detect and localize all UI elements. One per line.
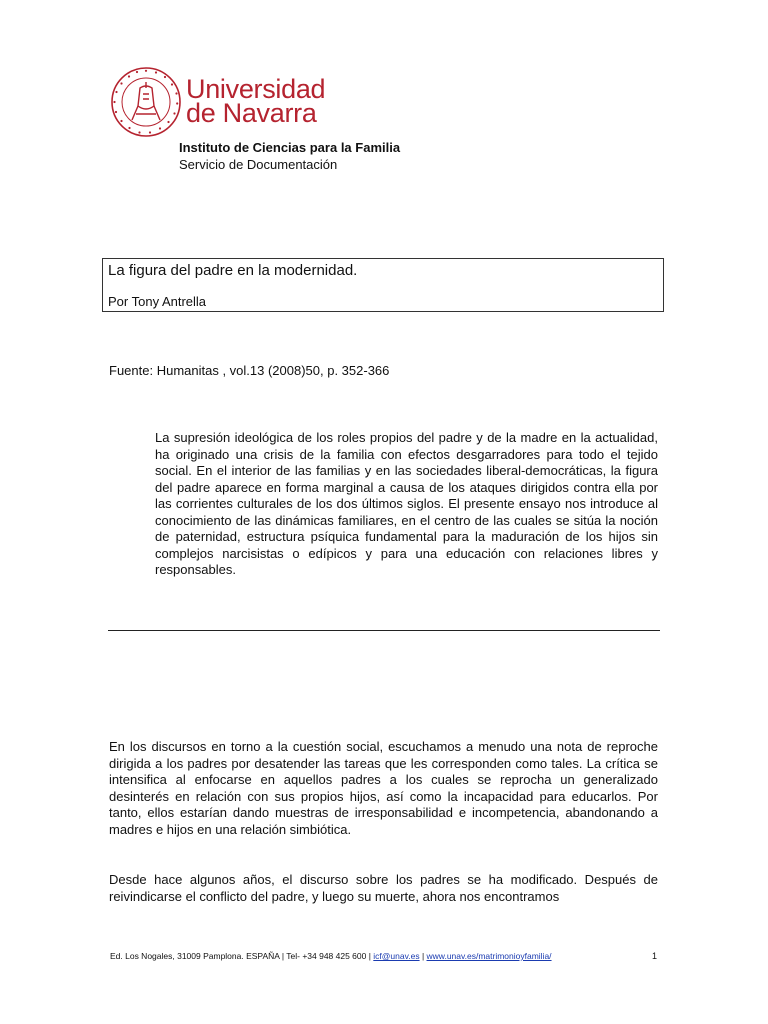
article-author: Por Tony Antrella <box>108 294 207 309</box>
university-name-line2: de Navarra <box>186 98 317 128</box>
university-name-line1: Universidad <box>186 74 326 104</box>
footer-separator: | <box>419 951 427 961</box>
service-name: Servicio de Documentación <box>179 157 338 172</box>
footer-email-link[interactable]: icf@unav.es <box>373 951 420 961</box>
university-seal-logo <box>110 66 182 138</box>
body-paragraph-2: Desde hace algunos años, el discurso sobre los padres se ha modificado. Después de reivindicarse el conflicto del padre, y luego su muerte, ahora nos encontramos <box>109 872 658 904</box>
page-footer <box>110 951 552 961</box>
footer-address: Ed. Los Nogales, 31009 Pamplona. ESPAÑA | Tel- +34 948 425 600 | <box>110 951 374 961</box>
page-number: 1 <box>652 951 658 961</box>
body-paragraph-1: En los discursos en torno a la cuestión social, escuchamos a menudo una nota de reproche dirigida a los padres por desatender las tareas que les corresponden como tales. La crítica se intensifica al enfocarse en aquellos padres a los cuales se reprocha un generalizado desinterés en relación con sus propios hijos, así como la incapacidad para educarlos. Por tanto, ellos estarían dando muestras de irresponsabilidad e incompetencia, abandonando a madres e hijos en una relación simbiótica. <box>109 739 658 837</box>
institute-name: Instituto de Ciencias para la Familia <box>179 140 401 155</box>
article-abstract: La supresión ideológica de los roles propios del padre y de la madre en la actualidad, ha originado una crisis de la familia con efectos desgarradores para todo el tejido social. En el interior de las familias y en las sociedades liberal-democráticas, la figura del padre aparece en forma marginal a causa de los ataques dirigidos contra ella por las corrientes culturales de los dos últimos siglos. El presente ensayo nos introduce al conocimiento de las dinámicas familiares, en el centro de las cuales se sitúa la noción de paternidad, estructura psíquica fundamental para la maduración de los hijos sin complejos narcisistas o edípicos y para una educación con relaciones libres y responsables. <box>155 430 658 577</box>
section-divider <box>108 630 660 631</box>
footer-website-link[interactable]: www.unav.es/matrimonioyfamilia/ <box>426 951 552 961</box>
article-source: Fuente: Humanitas , vol.13 (2008)50, p. 352-366 <box>109 363 390 378</box>
article-title: La figura del padre en la modernidad. <box>108 262 358 279</box>
